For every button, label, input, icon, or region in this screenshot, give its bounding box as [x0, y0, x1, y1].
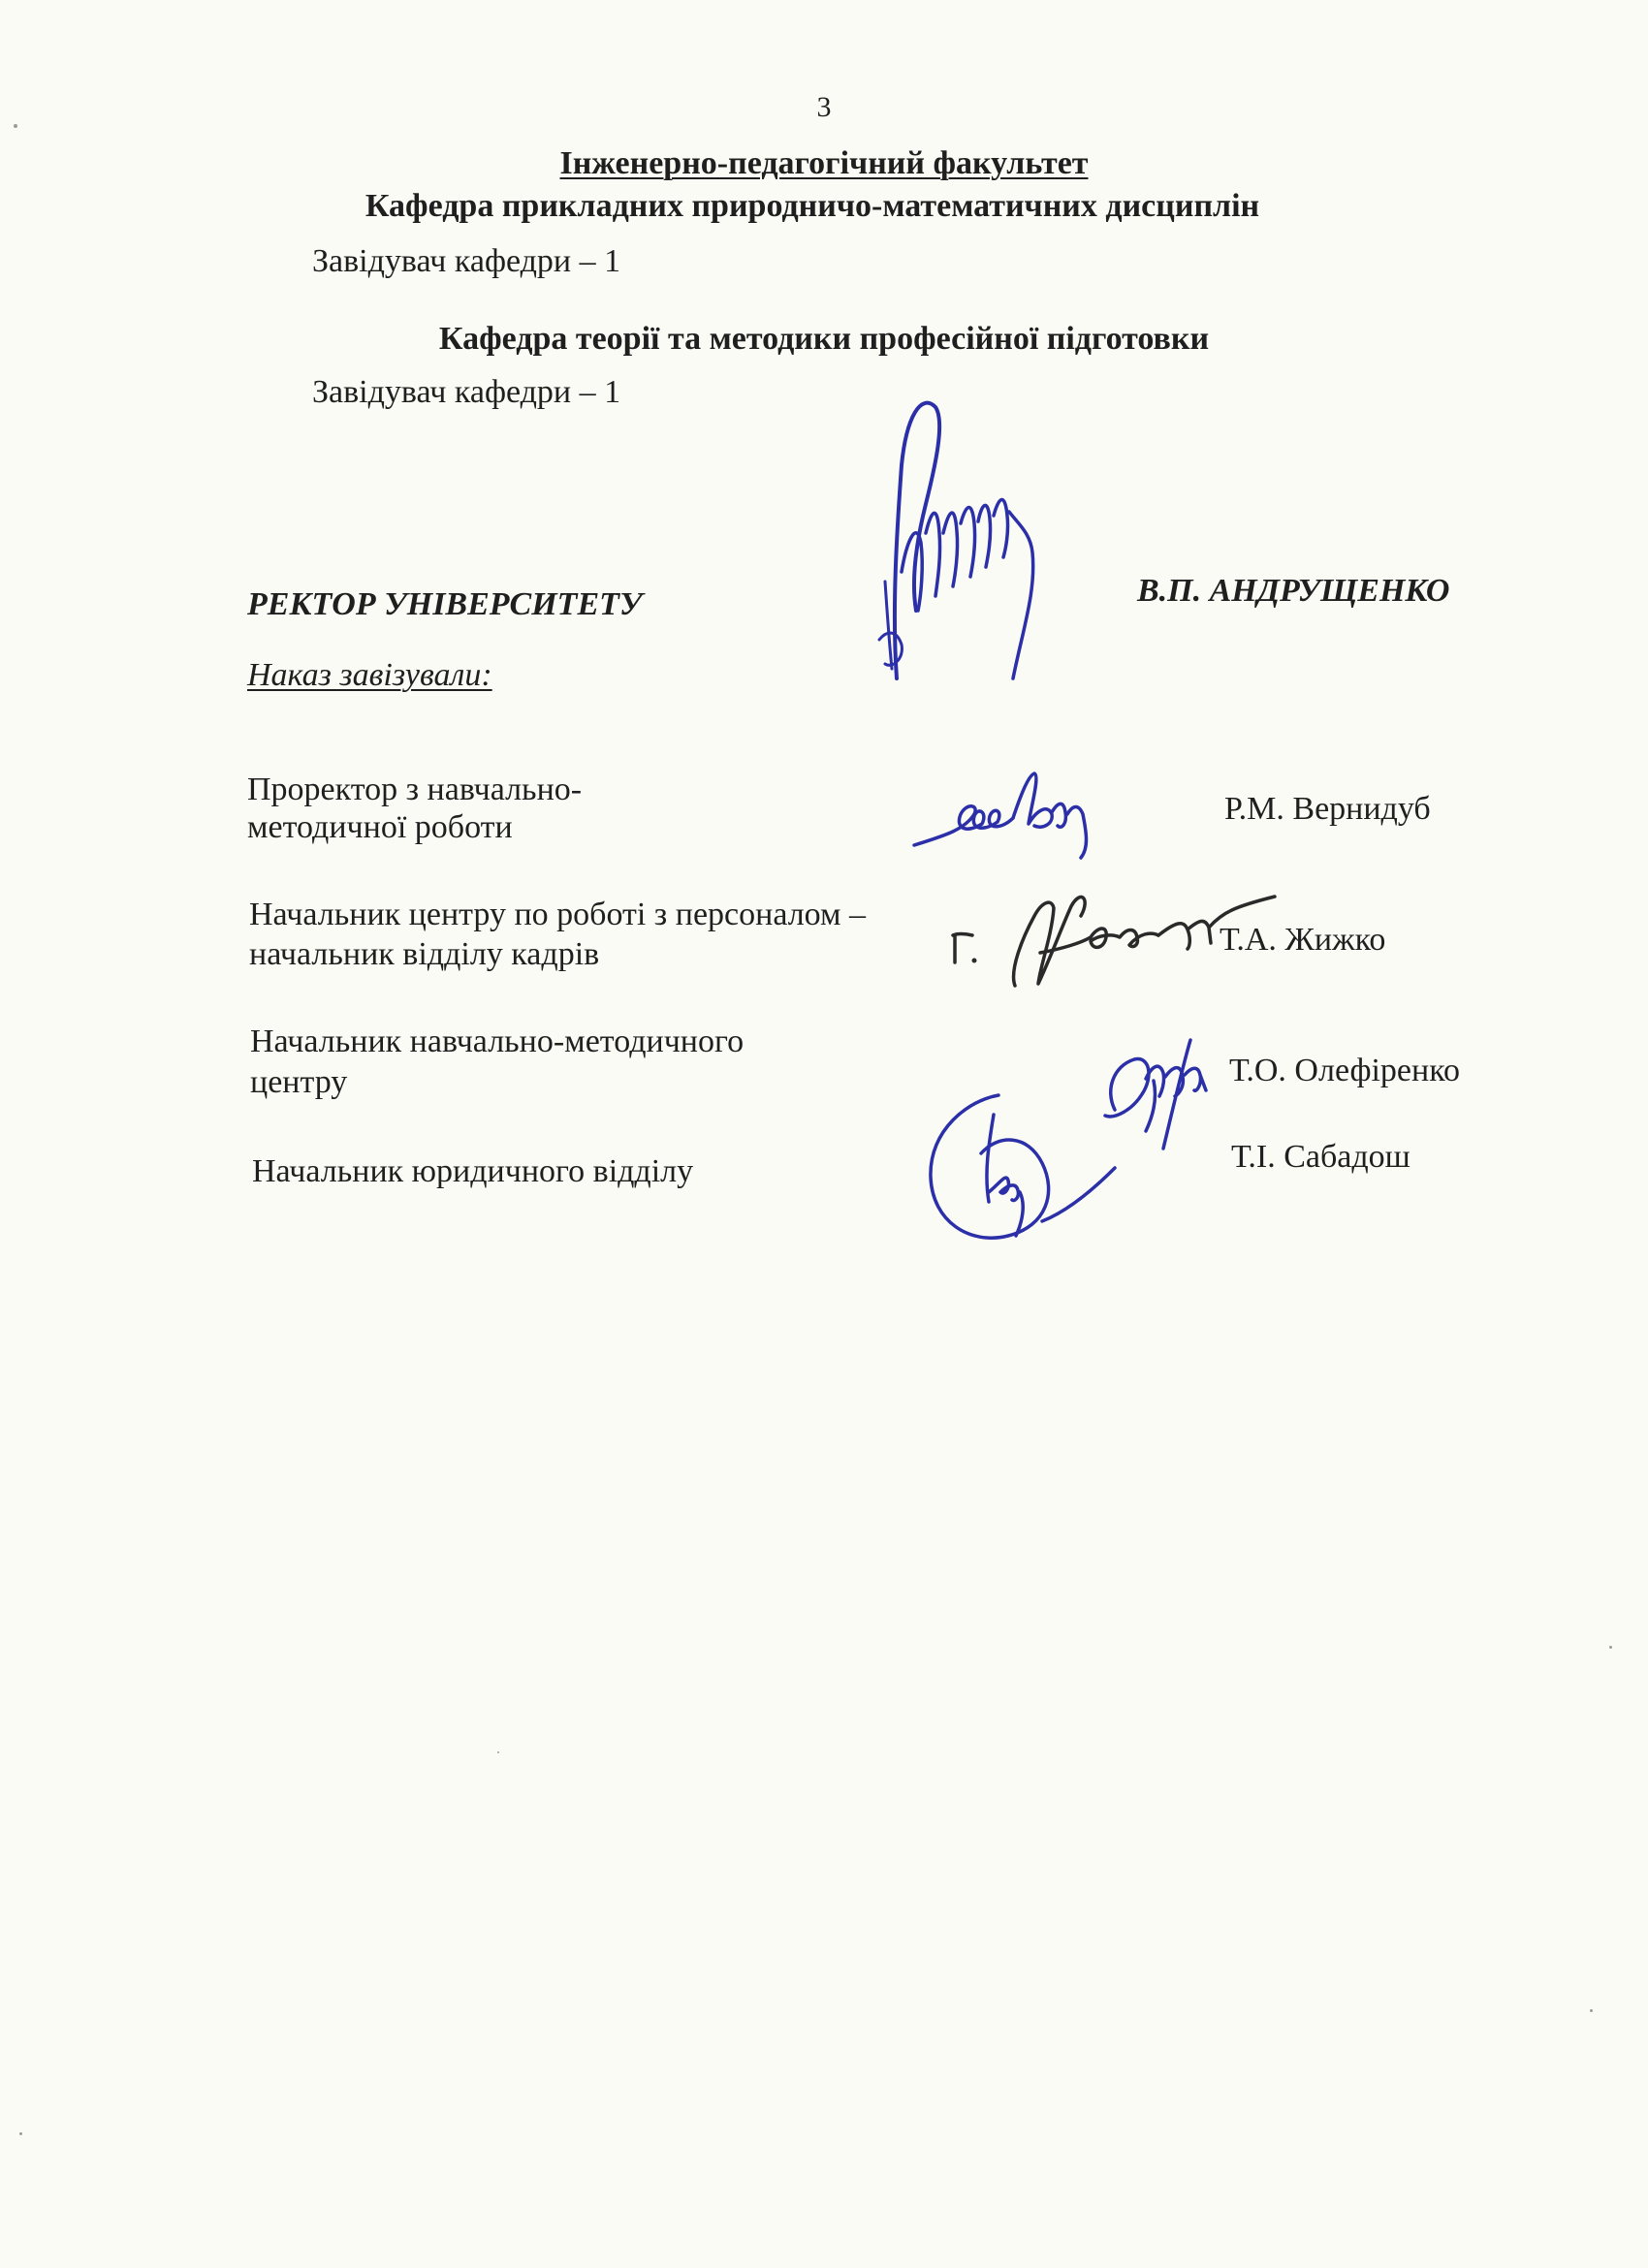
approver-name-1: Р.М. Вернидуб [1224, 791, 1431, 827]
department-head-1: Завідувач кафедри – 1 [312, 243, 621, 279]
scan-speck [1590, 2009, 1593, 2012]
scan-speck [497, 1751, 499, 1753]
vernydub-signature [906, 756, 1110, 863]
rector-name: В.П. АНДРУЩЕНКО [1137, 573, 1450, 609]
scan-speck [19, 2132, 22, 2135]
zhyzhko-signature [945, 877, 1280, 998]
approvals-heading: Наказ завізували: [247, 657, 492, 693]
scan-speck [1609, 1646, 1612, 1649]
approver-position-3a: Начальник навчально-методичного [250, 1024, 745, 1059]
department-title-1: Кафедра прикладних природничо-математичних дисциплін [364, 188, 1260, 224]
faculty-title: Інженерно-педагогічний факультет [559, 145, 1089, 181]
sabadosh-signature [911, 1076, 1134, 1260]
approver-position-4: Начальник юридичного відділу [252, 1153, 694, 1189]
approver-name-4: Т.І. Сабадош [1231, 1139, 1410, 1175]
approver-position-2a: Начальник центру по роботі з персоналом – [249, 897, 867, 932]
department-head-2: Завідувач кафедри – 1 [312, 374, 621, 410]
approver-position-1a: Проректор з навчально- [247, 772, 583, 807]
approver-position-2b: начальник відділу кадрів [249, 936, 600, 972]
department-title-2: Кафедра теорії та методики професійної підготовки [438, 321, 1210, 357]
rector-title: РЕКТОР УНІВЕРСИТЕТУ [247, 586, 643, 622]
scan-speck [14, 124, 17, 128]
page-number: 3 [816, 91, 832, 123]
approver-position-1b: методичної роботи [247, 809, 513, 845]
approver-name-3: Т.О. Олефіренко [1229, 1053, 1460, 1088]
approver-position-3b: центру [250, 1064, 348, 1100]
approver-name-2: Т.А. Жижко [1220, 922, 1386, 958]
rector-signature [868, 388, 1062, 698]
